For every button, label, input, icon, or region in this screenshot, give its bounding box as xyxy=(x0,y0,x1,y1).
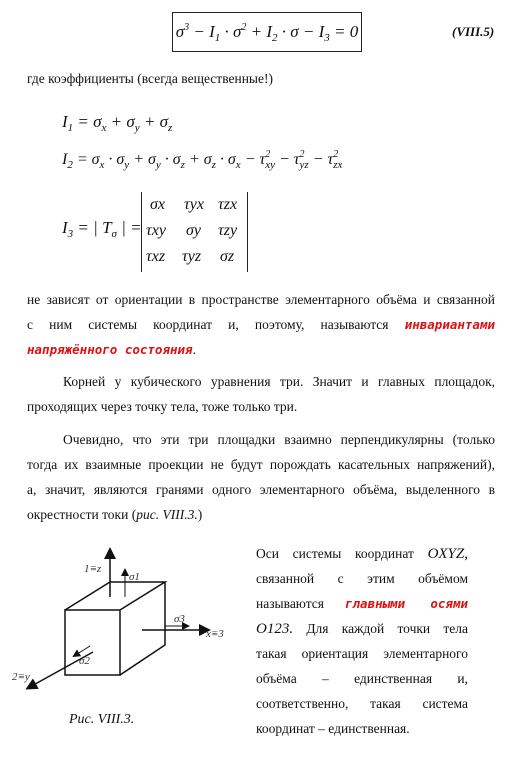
figure-side-text xyxy=(256,541,468,741)
matrix-cell: σy xyxy=(186,222,201,239)
paragraph-3-line-2: тогда их взаимные проекции не будут порождать касательных напряжений), xyxy=(27,457,495,472)
sigma-2-label: σ2 xyxy=(79,655,90,667)
main-equation-box xyxy=(172,12,362,52)
formula-i2: $I_2 = \sigma_x \cdot \sigma_y + \sigma_y \cdot \sigma_z + \sigma_z \cdot \sigma_x - \tau^2_{xy} - \tau^2_{yz} - \tau^2_{zx}$ xyxy=(62,149,343,171)
matrix-cell: σz xyxy=(220,248,235,265)
matrix-cell: τyz xyxy=(182,248,202,265)
axis-1-label: 1≡z xyxy=(84,563,102,575)
side-line: соответственно, такая система xyxy=(256,696,468,711)
paragraph-1-line-2: с ним системы координат и, поэтому, называются инвариантами xyxy=(27,317,495,332)
paragraph-3-line-3: а, значит, являются гранями одного элементарного объёма, выделенного в xyxy=(27,482,495,497)
side-line: объёма – единственная и, xyxy=(256,671,468,686)
matrix-cell: τzy xyxy=(218,222,238,239)
term-principal-axes: главными осями xyxy=(345,596,468,611)
side-line: Оси системы координат OXYZ, xyxy=(256,546,468,562)
sigma-1-label: σ1 xyxy=(129,571,140,583)
paragraph-3-line-4: окрестности токи (рис. VIII.3.) xyxy=(27,507,203,522)
sigma-3-label: σ3 xyxy=(174,613,185,625)
formula-i1: $I_1 = \sigma_x + \sigma_y + \sigma_z$ xyxy=(62,112,173,134)
paragraph-1-line-1: не зависят от ориентации в пространстве элементарного объёма и связанной xyxy=(27,292,495,307)
main-equation: $\sigma^3 - I_1 \cdot \sigma^2 + I_2 \cdot \sigma - I_3 = 0$ xyxy=(175,22,359,44)
side-line: O123. Для каждой точки тела xyxy=(256,621,468,637)
matrix-cell: τxz xyxy=(146,248,166,265)
matrix-cell: τyx xyxy=(184,196,204,213)
paragraph-2-line-1: Корней у кубического уравнения три. Значит и главных площадок, xyxy=(63,374,495,389)
axis-3-label: x≡3 xyxy=(206,628,224,640)
intro-line: где коэффициенты (всегда вещественные!) xyxy=(27,71,273,86)
paragraph-3-line-1: Очевидно, что эти три площадки взаимно перпендикулярны (только xyxy=(63,432,495,447)
side-line: называются главными осями xyxy=(256,596,468,611)
paragraph-2-line-2: проходящих через точку тела, тоже только три. xyxy=(27,399,298,414)
term-invariants: инвариантами xyxy=(404,317,495,332)
axis-2-label: 2≡y xyxy=(12,671,30,683)
side-line: такая ориентация элементарного xyxy=(256,646,468,661)
figure-reference: рис. VIII.3. xyxy=(136,507,198,522)
figure-caption: Рис. VIII.3. xyxy=(69,712,135,727)
side-line: связанной с этим объёмом xyxy=(256,571,468,586)
matrix-cell: τxy xyxy=(146,222,166,239)
side-line: координат – единственная. xyxy=(256,721,410,736)
equation-number: (VIII.5) xyxy=(452,24,495,39)
term-stress-state: напряжённого состояния xyxy=(27,342,193,357)
principal-axes-figure xyxy=(0,540,250,710)
matrix-cell: τzx xyxy=(218,196,238,213)
paragraph-1-line-3: напряжённого состояния. xyxy=(27,342,196,357)
matrix-cell: σx xyxy=(150,196,165,213)
stress-tensor-matrix xyxy=(141,192,248,272)
formula-i3-lhs: $I_3$ = | $T_\sigma$ | = xyxy=(62,218,142,240)
